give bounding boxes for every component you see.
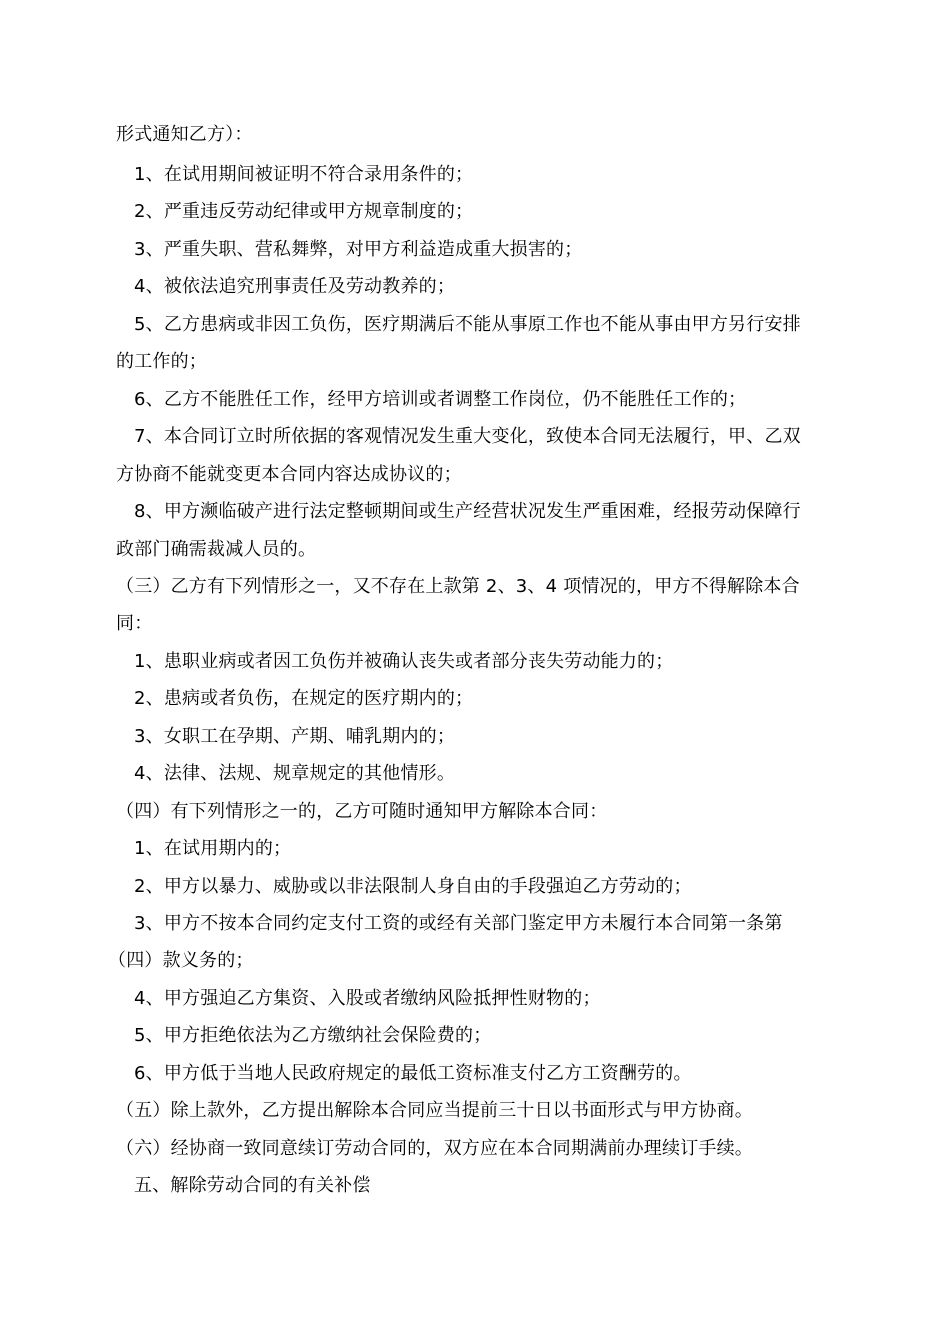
- text-line: （四）有下列情形之一的，乙方可随时通知甲方解除本合同：: [116, 801, 608, 822]
- text-line: 3、严重失职、营私舞弊，对甲方利益造成重大损害的；: [134, 239, 583, 260]
- text-line: 2、患病或者负伤，在规定的医疗期内的；: [134, 688, 474, 709]
- text-line: （六）经协商一致同意续订劳动合同的，双方应在本合同期满前办理续订手续。: [116, 1138, 753, 1159]
- text-line: 的工作的；: [116, 351, 207, 372]
- text-line: 方协商不能就变更本合同内容达成协议的；: [116, 464, 462, 485]
- text-line: 4、被依法追究刑事责任及劳动教养的；: [134, 276, 456, 297]
- text-line: 2、甲方以暴力、威胁或以非法限制人身自由的手段强迫乙方劳动的；: [134, 876, 692, 897]
- text-line: 5、乙方患病或非因工负伤，医疗期满后不能从事原工作也不能从事由甲方另行安排: [134, 314, 801, 335]
- text-line: 政部门确需裁减人员的。: [116, 539, 317, 560]
- text-line: 4、甲方强迫乙方集资、入股或者缴纳风险抵押性财物的；: [134, 988, 601, 1009]
- section-heading: 五、解除劳动合同的有关补偿: [134, 1175, 371, 1196]
- text-line: 3、女职工在孕期、产期、哺乳期内的；: [134, 726, 456, 747]
- text-line: （三）乙方有下列情形之一，又不存在上款第 2、3、4 项情况的，甲方不得解除本合: [116, 576, 800, 597]
- text-line: 1、在试用期内的；: [134, 838, 292, 859]
- text-line: 4、法律、法规、规章规定的其他情形。: [134, 763, 456, 784]
- text-line: 形式通知乙方）：: [116, 124, 253, 145]
- text-line: 2、严重违反劳动纪律或甲方规章制度的；: [134, 201, 474, 222]
- text-line: 3、甲方不按本合同约定支付工资的或经有关部门鉴定甲方未履行本合同第一条第: [134, 913, 783, 934]
- text-line: （五）除上款外，乙方提出解除本合同应当提前三十日以书面形式与甲方协商。: [116, 1100, 753, 1121]
- text-line: 同：: [116, 613, 153, 634]
- text-line: 8、甲方濒临破产进行法定整顿期间或生产经营状况发生严重困难，经报劳动保障行: [134, 501, 801, 522]
- text-line: 7、本合同订立时所依据的客观情况发生重大变化，致使本合同无法履行，甲、乙双: [134, 426, 801, 447]
- text-line: 1、患职业病或者因工负伤并被确认丧失或者部分丧失劳动能力的；: [134, 651, 674, 672]
- text-line: （四）款义务的；: [108, 950, 254, 971]
- text-line: 5、甲方拒绝依法为乙方缴纳社会保险费的；: [134, 1025, 492, 1046]
- text-line: 6、乙方不能胜任工作，经甲方培训或者调整工作岗位，仍不能胜任工作的；: [134, 389, 747, 410]
- text-line: 6、甲方低于当地人民政府规定的最低工资标准支付乙方工资酬劳的。: [134, 1063, 692, 1084]
- text-line: 1、在试用期间被证明不符合录用条件的；: [134, 164, 474, 185]
